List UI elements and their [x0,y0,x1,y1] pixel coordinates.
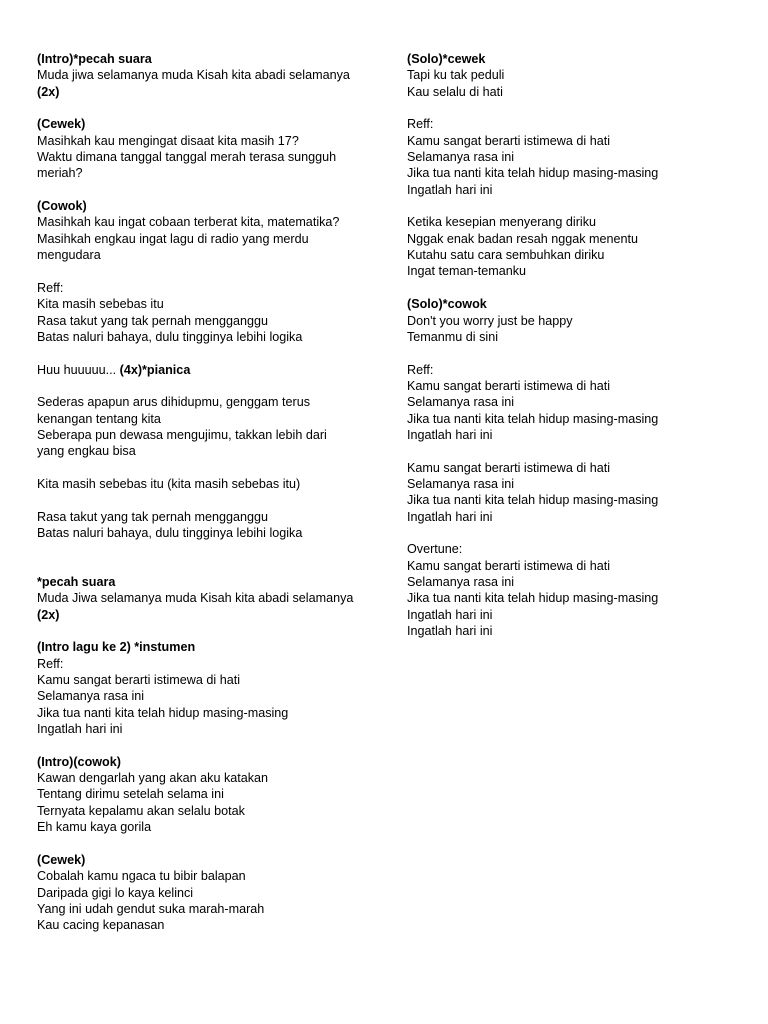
lyrics-stanza [37,116,387,181]
lyric-line [407,411,747,427]
lyrics-stanza [407,460,747,525]
lyric-line [407,476,747,492]
lyric-line [407,623,747,639]
lyric-line [37,672,387,688]
lyric-text: Masihkah kau ingat cobaan terberat kita, matematika? [37,215,340,230]
lyric-line [407,84,747,100]
lyric-text: Seberapa pun dewasa mengujimu, takkan lebih dari [37,427,327,442]
lyrics-stanza [37,280,387,345]
lyric-text: Ketika kesepian menyerang diriku [407,215,597,230]
lyric-text: Ingatlah hari ini [407,427,493,442]
lyric-line [37,721,387,737]
lyric-text: Daripada gigi lo kaya kelinci [37,885,194,900]
lyric-line [407,313,747,329]
lyric-text: Don't you worry just be happy [407,313,573,328]
lyric-text: kenangan tentang kita [37,411,161,426]
lyric-text: Masihkah kau mengingat disaat kita masih 17? [37,133,299,148]
lyric-text: Selamanya rasa ini [407,395,515,410]
lyric-line [407,329,747,345]
lyric-line [37,770,387,786]
lyric-line [37,705,387,721]
lyric-line [37,116,387,132]
lyric-text: Rasa takut yang tak pernah mengganggu [37,313,269,328]
section-label: (Cewek) [37,852,86,867]
lyric-line [37,394,387,410]
lyric-text: Kamu sangat berarti istimewa di hati [407,133,610,148]
lyrics-stanza [407,296,747,345]
lyric-line [407,133,747,149]
lyric-text: Ingatlah hari ini [407,607,493,622]
lyric-line [37,329,387,345]
lyric-text: Ingat teman-temanku [407,264,527,279]
lyric-line [407,492,747,508]
lyric-line [407,116,747,132]
lyric-line [37,362,387,378]
lyric-text: Reff: [37,280,64,295]
lyric-line [37,754,387,770]
lyric-line [37,247,387,263]
lyrics-stanza [37,51,387,100]
lyric-line [37,819,387,835]
lyric-line [407,574,747,590]
section-label: *pecah suara [37,575,116,589]
lyric-line [37,607,387,623]
lyric-text: Ternyata kepalamu akan selalu botak [37,803,245,818]
lyric-line [407,182,747,198]
lyric-line [37,525,387,541]
lyrics-stanza [407,51,747,100]
lyric-line [407,509,747,525]
lyric-line [37,656,387,672]
lyric-text: Yang ini udah gendut suka marah-marah [37,901,265,916]
lyric-text: Eh kamu kaya gorila [37,820,152,835]
lyric-line [407,296,747,312]
lyric-text: Selamanya rasa ini [407,575,515,589]
lyric-line [37,51,387,67]
lyric-text: Kutahu satu cara sembuhkan diriku [407,248,605,263]
right-lyrics-column [407,51,747,656]
lyric-text: Rasa takut yang tak pernah mengganggu [37,509,269,524]
lyric-line [407,67,747,83]
lyric-line [407,165,747,181]
lyric-text: Ingatlah hari ini [407,182,493,197]
lyric-text: Ingatlah hari ini [37,722,123,737]
lyric-line [407,541,747,557]
lyric-text: Cobalah kamu ngaca tu bibir balapan [37,869,246,884]
lyric-line [37,231,387,247]
lyric-line [37,443,387,459]
lyric-line [37,280,387,296]
lyric-line [37,868,387,884]
lyric-line [407,362,747,378]
lyric-text: Selamanya rasa ini [407,476,515,491]
lyric-line [37,84,387,100]
lyric-line [37,852,387,868]
lyric-line [37,885,387,901]
lyric-text: Kawan dengarlah yang akan aku katakan [37,771,269,786]
lyric-text: Selamanya rasa ini [37,689,145,704]
lyric-text: Kita masih sebebas itu [37,297,164,312]
lyric-line [407,558,747,574]
lyric-text: Jika tua nanti kita telah hidup masing-masing [407,411,659,426]
lyric-text: meriah? [37,166,83,181]
lyric-text: Sederas apapun arus dihidupmu, genggam terus [37,395,311,410]
lyric-text: Jika tua nanti kita telah hidup masing-masing [407,166,659,181]
lyrics-stanza [37,639,387,737]
lyric-line [37,574,387,590]
lyric-line [407,378,747,394]
lyric-line [37,688,387,704]
lyric-line [407,607,747,623]
section-label: (Intro lagu ke 2) *instumen [37,640,196,655]
lyric-line [37,198,387,214]
lyric-line [407,214,747,230]
lyric-text: Masihkah engkau ingat lagu di radio yang merdu [37,231,309,246]
lyric-text: Ingatlah hari ini [407,509,493,524]
lyric-text: Reff: [407,117,434,132]
lyric-line [407,51,747,67]
lyric-line [37,165,387,181]
lyric-line [37,149,387,165]
lyric-line [37,901,387,917]
lyric-line [407,231,747,247]
lyric-line [37,509,387,525]
section-label: (Solo)*cowok [407,297,487,312]
lyric-line [37,639,387,655]
lyric-text: Tentang dirimu setelah selama ini [37,787,224,802]
lyrics-stanza [407,116,747,198]
lyric-line [407,149,747,165]
lyric-text: Reff: [37,656,64,671]
lyrics-stanza [407,214,747,279]
lyrics-stanza [37,574,387,623]
left-lyrics-column [37,51,387,950]
lyric-text: Ingatlah hari ini [407,624,493,639]
section-label: (Cowok) [37,199,87,214]
lyric-text: Kau cacing kepanasan [37,918,165,933]
lyric-line [37,786,387,802]
section-label: (2x) [37,84,60,99]
lyrics-stanza [37,754,387,836]
lyric-text: Muda Jiwa selamanya muda Kisah kita abadi selamanya [37,591,354,606]
lyric-text: Jika tua nanti kita telah hidup masing-masing [37,705,289,720]
lyric-line [407,263,747,279]
lyric-text: Reff: [407,362,434,377]
lyric-text: Kamu sangat berarti istimewa di hati [37,673,240,688]
section-label: (Intro)(cowok) [37,754,121,769]
lyric-line [37,590,387,606]
lyric-line [37,67,387,83]
lyric-line [37,214,387,230]
lyric-text: Jika tua nanti kita telah hidup masing-masing [407,591,659,606]
lyrics-stanza [37,852,387,934]
lyric-text: Kamu sangat berarti istimewa di hati [407,460,610,475]
lyric-text: Batas naluri bahaya, dulu tingginya lebihi logika [37,525,303,540]
section-label: (Intro)*pecah suara [37,52,152,66]
lyric-line [37,313,387,329]
lyric-text: Huu huuuuu... [37,362,120,377]
lyrics-stanza [37,394,387,459]
lyric-text: Selamanya rasa ini [407,150,515,165]
lyrics-stanza [37,362,387,378]
lyrics-stanza [37,476,387,492]
lyrics-stanza [407,362,747,444]
section-label: (4x)*pianica [119,362,191,377]
lyric-line [37,133,387,149]
lyric-text: Nggak enak badan resah nggak menentu [407,231,639,246]
lyric-text: Temanmu di sini [407,329,498,344]
lyric-line [37,917,387,933]
lyric-line [37,476,387,492]
lyric-line [407,394,747,410]
lyric-text: Waktu dimana tanggal tanggal merah terasa sungguh [37,150,337,165]
lyric-text: Kamu sangat berarti istimewa di hati [407,558,610,573]
lyric-line [407,590,747,606]
lyrics-stanza [407,541,747,639]
lyric-text: Batas naluri bahaya, dulu tingginya lebihi logika [37,329,303,344]
lyric-line [37,296,387,312]
lyric-text: Muda jiwa selamanya muda Kisah kita abadi selamanya [37,68,350,83]
lyric-text: Tapi ku tak peduli [407,68,505,83]
lyrics-stanza [37,509,387,542]
lyric-line [407,460,747,476]
section-label: (2x) [37,607,60,622]
lyric-text: Jika tua nanti kita telah hidup masing-masing [407,493,659,508]
lyric-line [37,427,387,443]
lyric-line [407,247,747,263]
section-label: (Cewek) [37,117,86,132]
lyric-text: Kamu sangat berarti istimewa di hati [407,378,610,393]
section-label: (Solo)*cewek [407,52,486,66]
lyric-text: mengudara [37,248,101,263]
lyric-line [37,411,387,427]
lyric-line [407,427,747,443]
lyric-text: Kau selalu di hati [407,84,503,99]
lyric-text: Kita masih sebebas itu (kita masih sebebas itu) [37,476,301,491]
lyric-text: yang engkau bisa [37,444,136,459]
lyric-text: Overtune: [407,542,463,557]
lyric-line [37,803,387,819]
lyrics-stanza [37,198,387,263]
